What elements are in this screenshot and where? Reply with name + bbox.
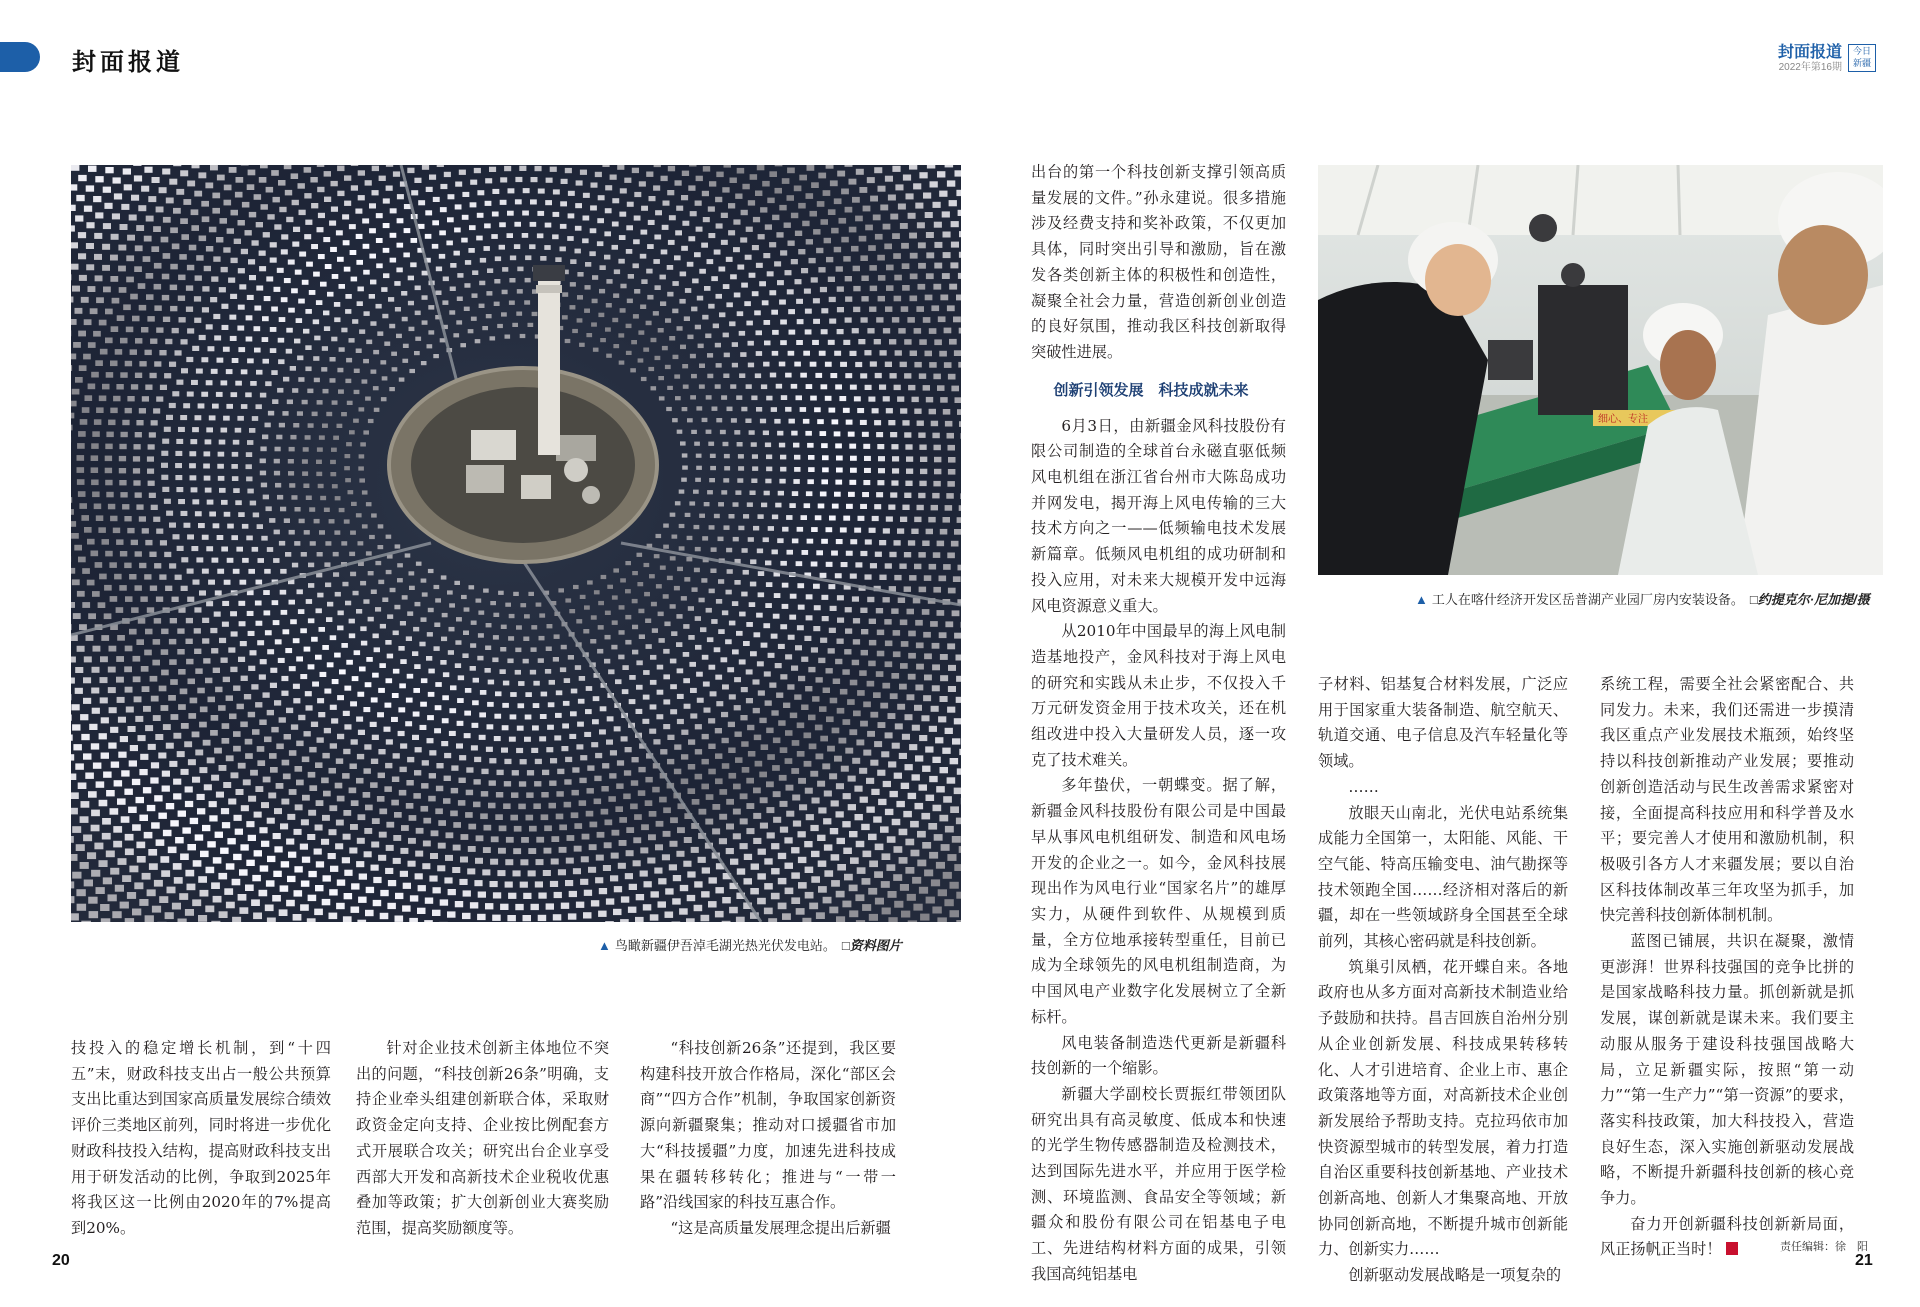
issue-number: 2022年第16期	[1778, 62, 1842, 73]
triangle-icon: ▲	[598, 938, 611, 953]
paragraph: 技投入的稳定增长机制，到“十四五”末，财政科技支出占一般公共预算支出比重达到国家高质量发展综合绩效评价三类地区前列，同时将进一步优化财政科技投入结构，提高财政科技支出用于研发活动的比例，争取到2025年将我区这一比例由2020年的7%提高到20%。	[71, 1039, 331, 1237]
article-column-4	[1031, 160, 1286, 1288]
factory-sign-text: 细心、专注	[1598, 414, 1648, 425]
article-end-mark	[1726, 1242, 1738, 1255]
paragraph: 针对企业技术创新主体地位不突出的问题，“科技创新26条”明确，支持企业牵头组建创新联合体，采取财政资金定向支持、企业按比例配套方式开展联合攻关；研究出台企业享受西部大开发和高新技术企业税收优惠叠加等政策；扩大创新创业大赛奖励范围，提高奖励额度等。	[356, 1039, 609, 1237]
page-number-right: 21	[1855, 1252, 1873, 1269]
paragraph: 从2010年中国最早的海上风电制造基地投产，金风科技对于海上风电的研究和实践从未止步，不仅投入千万元研发资金用于技术攻关，还在机组改进中投入大量研发人员，逐一攻克了技术难关。	[1031, 622, 1286, 769]
workers-photo-caption	[1415, 589, 1885, 608]
closing-text: 奋力开创新疆科技创新新局面，风正扬帆正当时！	[1600, 1214, 1854, 1259]
solar-photo-credit: □资料图片	[841, 938, 902, 953]
article-column-6	[1600, 672, 1854, 1263]
solar-field-image	[71, 165, 961, 922]
workers-caption-text: 工人在喀什经济开发区岳普湖产业园厂房内安装设备。	[1431, 592, 1744, 607]
paragraph: ……	[1348, 777, 1379, 796]
paragraph: 新疆大学副校长贾振红带领团队研究出具有高灵敏度、低成本和快速的光学生物传感器制造及检测技术，达到国际先进水平，并应用于医学检测、环境监测、食品安全等领域；新疆众和股份有限公司在铝基电子电工、先进结构材料方面的成果，引领我国高纯铝基电	[1031, 1084, 1286, 1283]
triangle-icon: ▲	[1415, 592, 1428, 607]
workers-photo	[1318, 165, 1883, 575]
paragraph: “这是高质量发展理念提出后新疆	[670, 1218, 891, 1237]
masthead-name: 封面报道	[1777, 44, 1842, 61]
paragraph: 多年蛰伏，一朝蝶变。据了解，新疆金风科技股份有限公司是中国最早从事风电机组研发、制造和风电场开发的企业之一。如今，金风科技展现出作为风电行业“国家名片”的雄厚实力，从硬件到软件、从规模到质量，全方位地承接转型重任，目前已成为全球领先的风电机组制造商，为中国风电产业数字化发展树立了全新标杆。	[1031, 776, 1286, 1026]
article-column-3	[640, 1036, 896, 1242]
workers-photo-credit: □约提克尔·尼加提/摄	[1749, 592, 1870, 607]
factory-workers-image	[1318, 165, 1883, 575]
paragraph: 6月3日，由新疆金风科技股份有限公司制造的全球首台永磁直驱低频风电机组在浙江省台州市大陈岛成功并网发电，揭开海上风电传输的三大技术方向之一——低频输电技术发展新篇章。低频风电机组的成功研制和投入应用，对未来大规模开发中远海风电资源意义重大。	[1031, 416, 1286, 615]
paragraph: 放眼天山南北，光伏电站系统集成能力全国第一，太阳能、风能、干空气能、特高压输变电、油气勘探等技术领跑全国……经济相对落后的新疆，却在一些领域跻身全国甚至全球前列，其核心密码就是科技创新。	[1318, 803, 1568, 951]
section-title: 封面报道	[72, 47, 184, 76]
paragraph: 出台的第一个科技创新支撑引领高质量发展的文件。”孙永建说。很多措施涉及经费支持和奖补政策，不仅更加具体，同时突出引导和激励，旨在激发各类创新主体的积极性和创造性，凝聚全社会力量，营造创新创业创造的良好氛围，推动我区科技创新取得突破性进展。	[1031, 163, 1286, 361]
page-number-left: 20	[52, 1252, 70, 1269]
paragraph: 筑巢引凤栖，花开蝶自来。各地政府也从多方面对高新技术制造业给予鼓励和扶持。昌吉回族自治州分别从企业创新发展、科技成果转移转化、人才引进培育、企业上市、惠企政策落地等方面，对高新技术企业创新发展给予帮助支持。克拉玛依市加快资源型城市的转型发展，着力打造自治区重要科技创新基地、产业技术创新高地、创新人才集聚高地、开放协同创新高地，不断提升城市创新能力、创新实力……	[1318, 957, 1568, 1259]
masthead	[1778, 44, 1876, 74]
paragraph: 风电装备制造迭代更新是新疆科技创新的一个缩影。	[1031, 1033, 1286, 1078]
paragraph: 蓝图已铺展，共识在凝聚，激情更澎湃！世界科技强国的竞争比拼的是国家战略科技力量。抓创新就是抓发展，谋创新就是谋未来。我们要主动服从服务于建设科技强国战略大局，立足新疆实际，按照“第一动力”“第一生产力”“第一资源”的要求，落实科技政策，加大科技投入，营造良好生态，深入实施创新驱动发展战略，不断提升新疆科技创新的核心竞争力。	[1600, 932, 1854, 1208]
paragraph: 子材料、铝基复合材料发展，广泛应用于国家重大装备制造、航空航天、轨道交通、电子信息及汽车轻量化等领域。	[1318, 675, 1568, 771]
paragraph: “科技创新26条”还提到，我区要构建科技开放合作格局，深化“部区会商”“四方合作”机制，争取国家创新资源向新疆聚集；推动对口援疆省市加大“科技援疆”力度，加速先进科技成果在疆转移转化；推进与“一带一路”沿线国家的科技互惠合作。	[640, 1039, 896, 1212]
article-column-5	[1318, 672, 1568, 1289]
paragraph: 创新驱动发展战略是一项复杂的	[1348, 1266, 1562, 1285]
paragraph: 系统工程，需要全社会紧密配合、共同发力。未来，我们还需进一步摸清我区重点产业发展技术瓶颈，始终坚持以科技创新推动产业发展；要推动创新创造活动与民生改善需求紧密对接，全面提高科技应用和科学普及水平；要完善人才使用和激励机制，积极吸引各方人才来疆发展；要以自治区科技体制改革三年攻坚为抓手，加快完善科技创新体制机制。	[1600, 675, 1854, 925]
solar-caption-text: 鸟瞰新疆伊吾淖毛湖光热光伏发电站。	[614, 938, 836, 953]
editor-credit: 责任编辑：徐 阳	[1780, 1241, 1868, 1253]
article-column-2	[356, 1036, 609, 1242]
section-marker	[0, 42, 40, 72]
masthead-text	[1778, 44, 1842, 74]
article-column-1	[71, 1036, 331, 1242]
section-subheading: 创新引领发展 科技成就未来	[1053, 381, 1249, 399]
solar-photo-caption	[598, 935, 958, 954]
solar-plant-photo	[71, 165, 961, 922]
magazine-logo: 今日新疆	[1848, 44, 1876, 72]
